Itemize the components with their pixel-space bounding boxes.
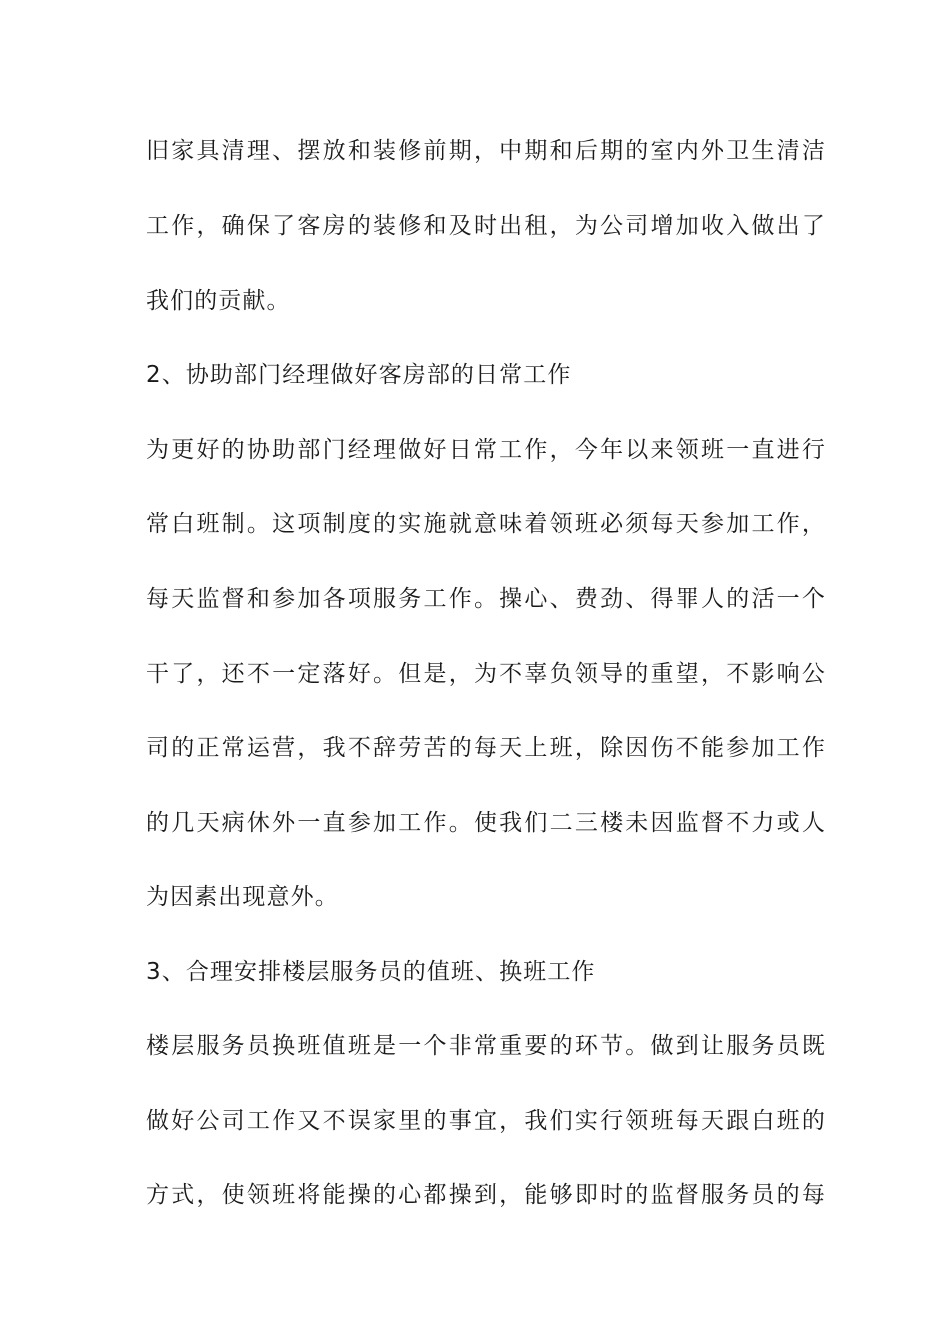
text-line: 做好公司工作又不误家里的事宜，我们实行领班每天跟白班的 xyxy=(146,1108,826,1134)
text-line: 司的正常运营，我不辞劳苦的每天上班，除因伤不能参加工作 xyxy=(146,735,826,761)
section-heading: 2、协助部门经理做好客房部的日常工作 xyxy=(146,362,572,388)
section-heading: 3、合理安排楼层服务员的值班、换班工作 xyxy=(146,959,596,985)
text-line: 的几天病休外一直参加工作。使我们二三楼未因监督不力或人 xyxy=(146,810,826,836)
text-line: 旧家具清理、摆放和装修前期，中期和后期的室内外卫生清洁 xyxy=(146,138,826,164)
text-line: 为因素出现意外。 xyxy=(146,884,339,910)
text-line: 方式，使领班将能操的心都操到，能够即时的监督服务员的每 xyxy=(146,1182,826,1208)
text-line: 我们的贡献。 xyxy=(146,288,291,314)
text-line: 工作，确保了客房的装修和及时出租，为公司增加收入做出了 xyxy=(146,213,826,239)
text-line: 每天监督和参加各项服务工作。操心、费劲、得罪人的活一个 xyxy=(146,586,826,612)
text-line: 干了，还不一定落好。但是，为不辜负领导的重望，不影响公 xyxy=(146,661,826,687)
text-line: 常白班制。这项制度的实施就意味着领班必须每天参加工作， xyxy=(146,511,826,537)
text-line: 为更好的协助部门经理做好日常工作，今年以来领班一直进行 xyxy=(146,437,826,463)
text-line: 楼层服务员换班值班是一个非常重要的环节。做到让服务员既 xyxy=(146,1033,826,1059)
